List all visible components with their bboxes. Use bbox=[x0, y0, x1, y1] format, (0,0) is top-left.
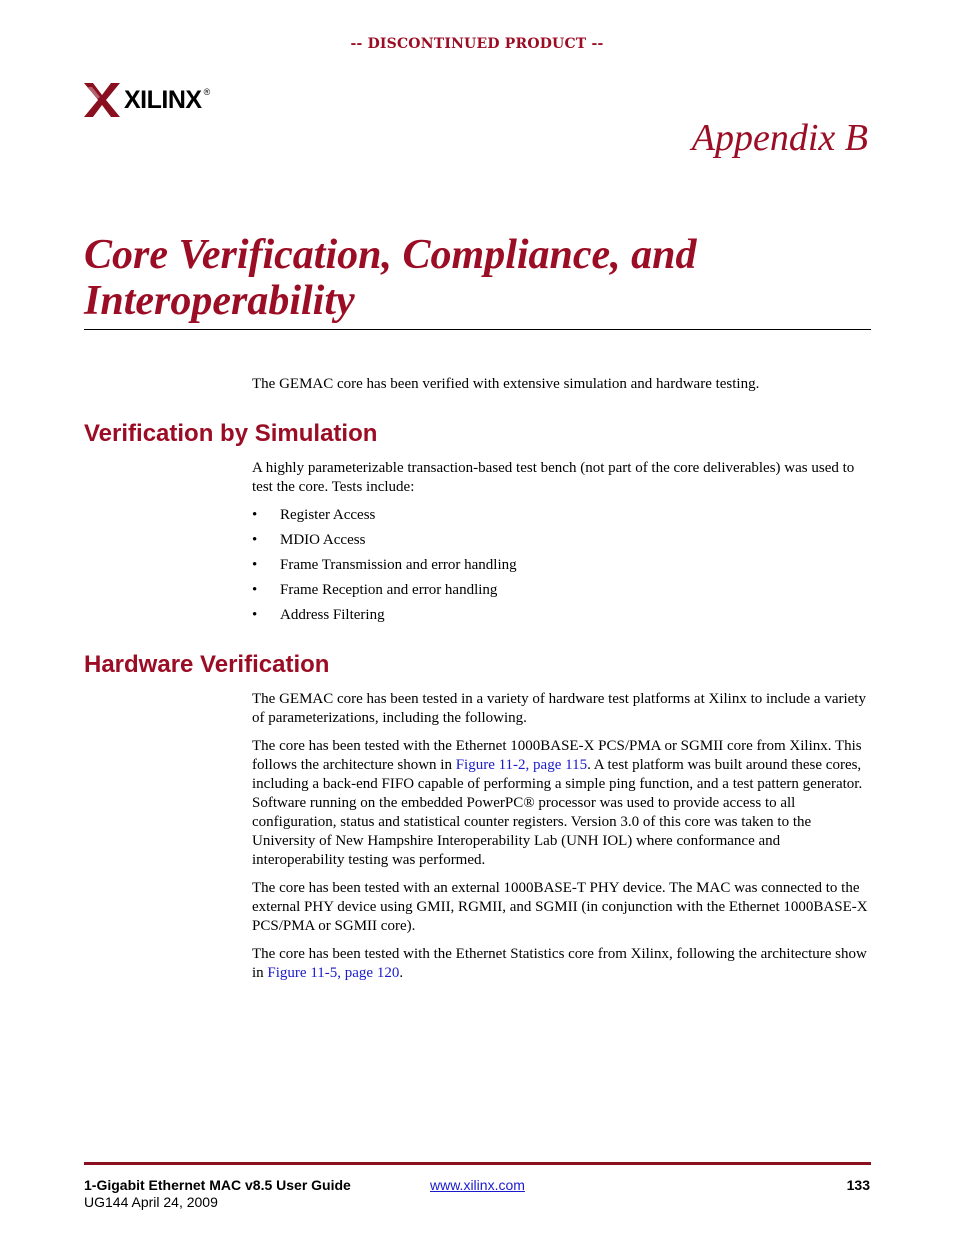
figure-11-5-link[interactable]: Figure 11-5, page 120 bbox=[267, 965, 400, 981]
hardware-paragraph-3: The core has been tested with an external 1000BASE-T PHY device. The MAC was connected to the external PHY device using GMII, RGMII, and SGMII (in conjunction with the Ethernet 1000BASE-X PCS/PMA or SGMII core). bbox=[252, 880, 868, 934]
hardware-paragraph-2: The core has been tested with the Ethernet 1000BASE-X PCS/PMA or SGMII core from Xilinx. This follows the architecture shown in Figure 11-2, page 115. A test platform was built around these cores, including a back-end FIFO capable of performing a simple ping function, and a test pattern generator. Software running on the embedded PowerPC® processor was used to provide access to all configuration, status and statistical counter registers. Version 3.0 of this core was taken to the University of New Hampshire Interoperability Lab (UNH IOL) where conformance and interoperability testing was performed. bbox=[252, 738, 863, 868]
appendix-label: Appendix B bbox=[691, 117, 868, 159]
page-number: 133 bbox=[846, 1177, 870, 1193]
list-item: • MDIO Access bbox=[252, 532, 366, 548]
discontinued-banner: -- DISCONTINUED PRODUCT -- bbox=[350, 36, 604, 52]
bullet-icon: • bbox=[252, 582, 258, 598]
title-rule bbox=[84, 329, 871, 330]
intro-text: The GEMAC core has been verified with extensive simulation and hardware testing. bbox=[252, 376, 760, 392]
list-item: • Register Access bbox=[252, 507, 376, 523]
footer-url-wrap bbox=[430, 1177, 525, 1194]
xilinx-logo bbox=[84, 82, 210, 118]
figure-11-2-link[interactable]: Figure 11-2, page 115 bbox=[455, 757, 588, 773]
bullet-icon: • bbox=[252, 507, 258, 523]
hardware-paragraph-4: The core has been tested with the Ethernet Statistics core from Xilinx, following the architecture show in Figure 11-5, page 120. bbox=[252, 946, 867, 981]
bullet-icon: • bbox=[252, 557, 258, 573]
footer-doc-title: 1-Gigabit Ethernet MAC v8.5 User Guide bbox=[84, 1177, 351, 1193]
simulation-section bbox=[252, 459, 872, 631]
section-heading-hardware: Hardware Verification bbox=[84, 651, 330, 678]
footer-url-link[interactable]: www.xilinx.com bbox=[430, 1177, 525, 1193]
simulation-paragraph: A highly parameterizable transaction-based test bench (not part of the core deliverables) was used to test the core. Tests include: bbox=[252, 460, 855, 495]
footer-rule bbox=[84, 1162, 871, 1165]
list-item: • Frame Transmission and error handling bbox=[252, 557, 517, 573]
footer-doc-info bbox=[84, 1177, 351, 1211]
logo-wordmark: XILINX bbox=[124, 85, 202, 114]
hardware-paragraph-1: The GEMAC core has been tested in a variety of hardware test platforms at Xilinx to include a variety of parameterizations, including the following. bbox=[252, 691, 866, 726]
section-heading-simulation: Verification by Simulation bbox=[84, 420, 378, 447]
xilinx-mark-icon bbox=[84, 83, 120, 117]
registered-mark: ® bbox=[203, 87, 211, 97]
hardware-section bbox=[252, 690, 872, 983]
bullet-icon: • bbox=[252, 532, 258, 548]
list-item: • Address Filtering bbox=[252, 607, 385, 623]
test-list bbox=[252, 506, 872, 631]
intro-paragraph bbox=[252, 375, 872, 394]
chapter-title: Core Verification, Compliance, and Interoperability bbox=[84, 232, 697, 324]
bullet-icon: • bbox=[252, 607, 258, 623]
list-item: • Frame Reception and error handling bbox=[252, 582, 498, 598]
footer-doc-id: UG144 April 24, 2009 bbox=[84, 1194, 218, 1210]
